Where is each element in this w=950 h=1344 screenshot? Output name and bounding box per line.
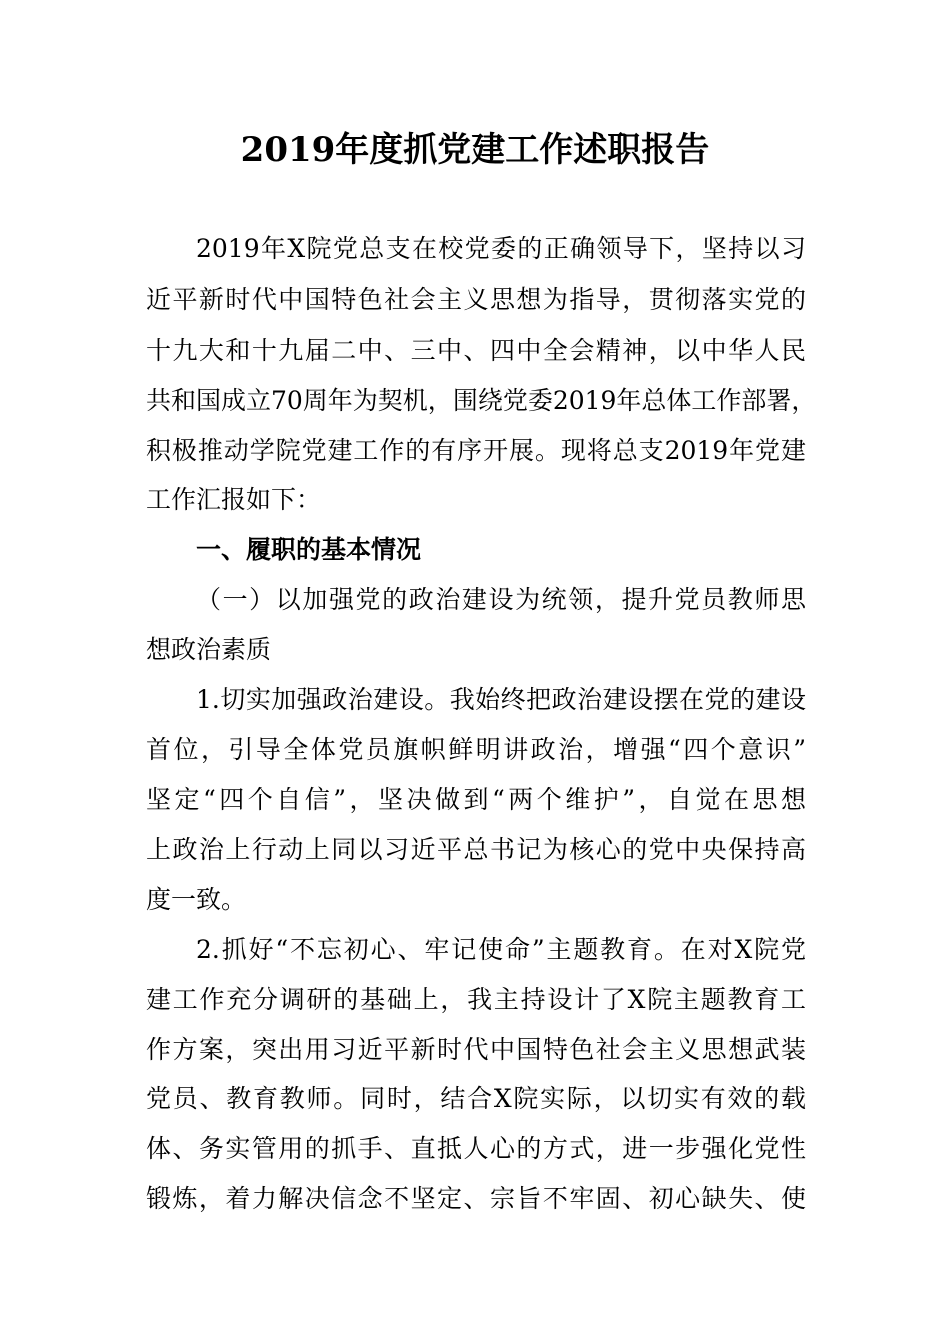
paragraph-line: 工作汇报如下： — [146, 485, 322, 514]
paragraph-line: 建工作充分调研的基础上，我主持设计了X院主题教育工 — [146, 985, 806, 1014]
paragraph-line: 首位，引导全体党员旗帜鲜明讲政治，增强“四个意识” — [146, 735, 806, 764]
paragraph-line: 体、务实管用的抓手、直抵人心的方式，进一步强化党性 — [146, 1134, 806, 1163]
paragraph-line: 2019年X院党总支在校党委的正确领导下，坚持以习 — [196, 234, 806, 263]
paragraph-line: 作方案，突出用习近平新时代中国特色社会主义思想武装 — [146, 1035, 806, 1064]
section-heading: 一、履职的基本情况 — [196, 535, 422, 564]
paragraph-line: 积极推动学院党建工作的有序开展。现将总支2019年党建 — [146, 436, 806, 465]
paragraph-line: 度一致。 — [146, 885, 247, 914]
paragraph-line: 近平新时代中国特色社会主义思想为指导，贯彻落实党的 — [146, 285, 806, 314]
paragraph-line: 党员、教育教师。同时，结合X院实际，以切实有效的载 — [146, 1084, 806, 1113]
document-title: 2019年度抓党建工作述职报告 — [240, 130, 710, 170]
paragraph-line: 坚定“四个自信”，坚决做到“两个维护”，自觉在思想 — [146, 785, 806, 814]
subsection-heading: 想政治素质 — [146, 635, 272, 664]
paragraph-line: 锻炼，着力解决信念不坚定、宗旨不牢固、初心缺失、使 — [146, 1184, 806, 1213]
paragraph-line: 上政治上行动上同以习近平总书记为核心的党中央保持高 — [146, 835, 806, 864]
paragraph-line: 2.抓好“不忘初心、牢记使命”主题教育。在对X院党 — [196, 935, 806, 964]
paragraph-line: 共和国成立70周年为契机，围绕党委2019年总体工作部署， — [146, 386, 817, 415]
subsection-heading: （一）以加强党的政治建设为统领，提升党员教师思 — [196, 585, 806, 614]
paragraph-line: 1.切实加强政治建设。我始终把政治建设摆在党的建设 — [196, 685, 806, 714]
paragraph-line: 十九大和十九届二中、三中、四中全会精神，以中华人民 — [146, 336, 806, 365]
